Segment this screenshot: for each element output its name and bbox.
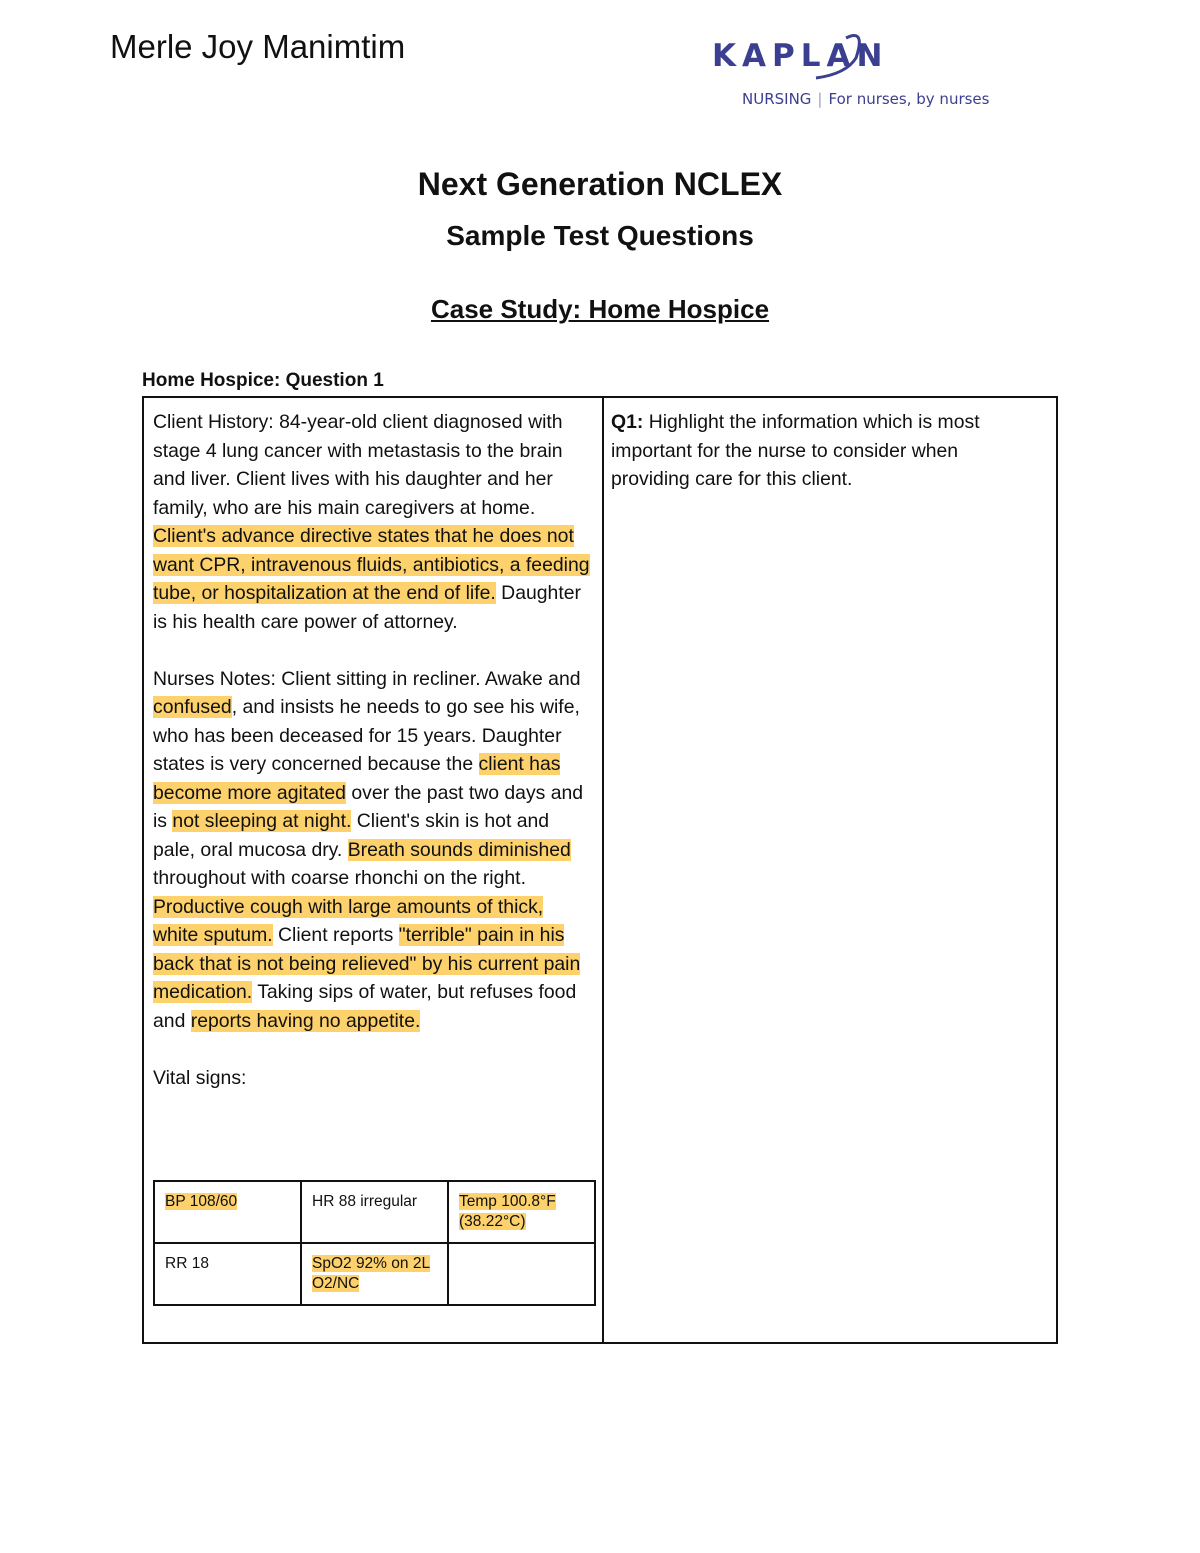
- notes-text-6: Client reports: [272, 924, 399, 946]
- vital-signs-table: [153, 1180, 596, 1306]
- logo-separator: |: [817, 90, 823, 108]
- page-subtitle: Sample Test Questions: [446, 220, 754, 251]
- logo-wordmark: KAPLAN: [712, 38, 889, 74]
- question-column: [611, 408, 1041, 494]
- client-history-paragraph: [153, 408, 593, 636]
- column-divider: [602, 398, 604, 1342]
- question-prompt-text: Highlight the information which is most important for the nurse to consider when providing care for this client.: [611, 411, 980, 490]
- vital-cell-spo2: [301, 1243, 448, 1305]
- notes-highlight-3[interactable]: not sleeping at night.: [172, 810, 352, 832]
- notes-text-2: , and insists he needs to go see his wife, who has been deceased for 15 years. Daughter states is very concerned because the: [153, 696, 580, 775]
- client-history-text: Client History: 84-year-old client diagnosed with stage 4 lung cancer with metastasis to the brain and liver. Client lives with his daughter and her family, who are his main caregivers at home.: [153, 411, 563, 519]
- notes-text-3: over the past two days and is: [153, 781, 584, 832]
- vital-hr[interactable]: HR 88 irregular: [312, 1193, 418, 1210]
- notes-highlight-5[interactable]: Productive cough with large amounts of thick, white sputum.: [153, 895, 544, 946]
- vital-cell-rr: [154, 1243, 301, 1305]
- notes-highlight-1[interactable]: confused: [153, 696, 232, 718]
- logo-tagline: [742, 90, 989, 108]
- logo-division: NURSING: [742, 90, 812, 108]
- question-label: Home Hospice: Question 1: [142, 370, 384, 391]
- notes-highlight-6[interactable]: "terrible" pain in his back that is not being relieved" by his current pain medication.: [153, 924, 581, 1003]
- nurses-notes-paragraph: [153, 665, 593, 1036]
- table-row: [154, 1243, 595, 1305]
- case-study-heading: Case Study: Home Hospice: [430, 294, 770, 324]
- vital-rr[interactable]: RR 18: [165, 1255, 209, 1272]
- vital-cell-empty: [448, 1243, 595, 1305]
- vital-cell-temp: [448, 1181, 595, 1243]
- case-information-column: [153, 408, 593, 1092]
- case-study-table: [142, 396, 1058, 1344]
- vital-spo2[interactable]: SpO2 92% on 2L O2/NC: [312, 1255, 431, 1292]
- notes-text-7: Taking sips of water, but refuses food and: [153, 981, 577, 1032]
- notes-highlight-7[interactable]: reports having no appetite.: [190, 1009, 421, 1032]
- table-row: [154, 1181, 595, 1243]
- notes-text-4: Client's skin is hot and pale, oral mucosa dry.: [153, 810, 550, 861]
- vital-signs-label: Vital signs:: [153, 1066, 247, 1089]
- kaplan-nursing-logo: [706, 30, 1006, 114]
- client-history-highlight[interactable]: Client's advance directive states that he does not want CPR, intravenous fluids, antibiotics, a feeding tube, or hospitalization at the end of life.: [153, 525, 590, 604]
- vital-temp[interactable]: Temp 100.8°F (38.22°C): [459, 1193, 556, 1230]
- vital-cell-hr: [301, 1181, 448, 1243]
- logo-tagline-text: For nurses, by nurses: [828, 90, 990, 108]
- question-number: Q1:: [611, 411, 644, 433]
- page-title: Next Generation NCLEX: [417, 166, 783, 202]
- notes-highlight-2[interactable]: client has become more agitated: [153, 753, 561, 804]
- question-prompt: [611, 408, 1041, 494]
- notes-text-1: Nurses Notes: Client sitting in recliner. Awake and: [153, 667, 581, 690]
- notes-text-5: throughout with coarse rhonchi on the right.: [153, 867, 526, 889]
- vital-bp[interactable]: BP 108/60: [165, 1193, 238, 1210]
- vital-cell-bp: [154, 1181, 301, 1243]
- notes-highlight-4[interactable]: Breath sounds diminished: [347, 838, 571, 861]
- author-name: Merle Joy Manimtim: [110, 28, 406, 65]
- client-history-text-end: Daughter is his health care power of attorney.: [153, 582, 581, 633]
